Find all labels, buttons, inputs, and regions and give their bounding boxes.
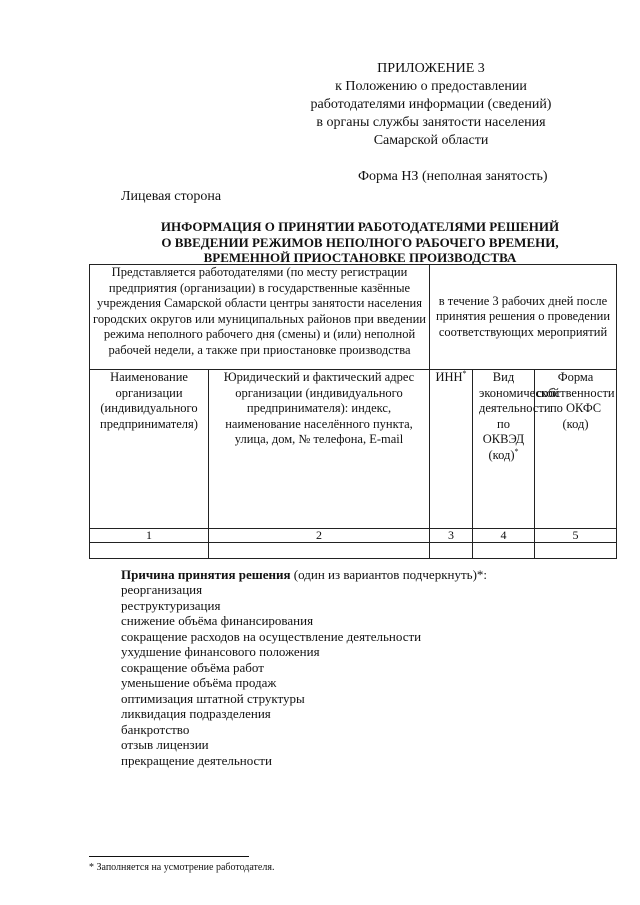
appendix-line: работодателями информации (сведений) (310, 97, 552, 112)
column-number: 3 (430, 529, 473, 543)
footnote-marker: * (514, 446, 519, 456)
entry-cell[interactable] (209, 543, 430, 559)
entry-cell[interactable] (430, 543, 473, 559)
appendix-line: к Положению о предоставлении (335, 79, 527, 94)
reason-item[interactable]: реорганизация (121, 582, 203, 597)
appendix-line: Самарской области (373, 133, 489, 148)
title-line: О ВВЕДЕНИИ РЕЖИМОВ НЕПОЛНОГО РАБОЧЕГО ВРЕМЕНИ, (161, 234, 559, 250)
column-header-label: Юридический и фактический адрес организации (индивидуального предпринимателя): индекс, наименование населённого пункта, улица, дом, № телефона, E-mail (223, 370, 415, 446)
reason-item[interactable]: реструктуризация (121, 597, 221, 613)
entry-row (90, 543, 617, 559)
reason-item[interactable]: снижение объёма финансирования (121, 613, 314, 628)
column-header (90, 370, 209, 529)
column-number: 1 (90, 529, 209, 543)
title-line: ВРЕМЕННОЙ ПРИОСТАНОВКЕ ПРОИЗВОДСТВА (203, 250, 517, 265)
reason-item[interactable]: прекращение деятельности (121, 752, 272, 768)
deadline-text: в течение 3 рабочих дней после принятия решения о проведении соответствующих мероприятий (435, 293, 611, 339)
column-header-label: Наименование организации (индивидуального предпринимателя) (100, 370, 198, 431)
column-number-row (90, 529, 617, 543)
submitted-by-text: Представляется работодателями (по месту регистрации предприятия (организации) в государственные казённые учреждения Самарской области центры занятости населения городских округов или муниципальных районов при введении режима неполного рабочего дня (смены) и (или) неполной рабочей недели, а также при приостановке производства (93, 265, 426, 357)
footnote: * Заполняется на усмотрение работодателя. (89, 862, 275, 873)
appendix-line: ПРИЛОЖЕНИЕ 3 (377, 61, 485, 76)
submitted-by-cell (90, 265, 430, 370)
reason-item[interactable]: уменьшение объёма продаж (121, 675, 277, 690)
side-label: Лицевая сторона (121, 189, 222, 204)
entry-cell[interactable] (473, 543, 535, 559)
document-title (90, 219, 630, 266)
column-header (209, 370, 430, 529)
submission-row (90, 265, 617, 370)
appendix-line: в органы службы занятости населения (316, 115, 546, 130)
entry-cell[interactable] (535, 543, 617, 559)
reason-title (121, 567, 487, 583)
reason-title-rest: (один из вариантов подчеркнуть)*: (290, 567, 488, 582)
form-name: Форма НЗ (неполная занятость) (358, 169, 548, 184)
reason-item[interactable]: оптимизация штатной структуры (121, 690, 305, 706)
column-header-row (90, 370, 617, 529)
appendix-header (300, 60, 562, 150)
column-header-label: Форма собственности по ОКФС (код) (536, 370, 615, 431)
title-line: ИНФОРМАЦИЯ О ПРИНЯТИИ РАБОТОДАТЕЛЯМИ РЕШЕНИЙ (160, 219, 560, 234)
column-header-label: Вид экономической деятельности по ОКВЭД (код) (479, 370, 560, 462)
footnote-marker: * (462, 368, 467, 378)
column-header-label: ИНН (435, 370, 463, 384)
reason-item[interactable]: отзыв лицензии (121, 737, 209, 752)
column-number: 2 (209, 529, 430, 543)
reason-list (121, 582, 421, 768)
footnote-divider (89, 856, 249, 857)
reason-item[interactable]: ликвидация подразделения (121, 706, 271, 721)
column-header (430, 370, 473, 529)
column-number: 4 (473, 529, 535, 543)
entry-cell[interactable] (90, 543, 209, 559)
reason-item[interactable]: сокращение объёма работ (121, 659, 264, 675)
reason-title-bold: Причина принятия решения (121, 567, 291, 582)
column-header (473, 370, 560, 529)
reason-item[interactable]: сокращение расходов на осуществление деятельности (121, 628, 422, 644)
column-number: 5 (535, 529, 617, 543)
reason-item[interactable]: банкротство (121, 721, 190, 737)
reason-item[interactable]: ухудшение финансового положения (121, 644, 320, 659)
column-header (535, 370, 617, 529)
form-table (89, 264, 617, 559)
deadline-cell (430, 265, 617, 370)
